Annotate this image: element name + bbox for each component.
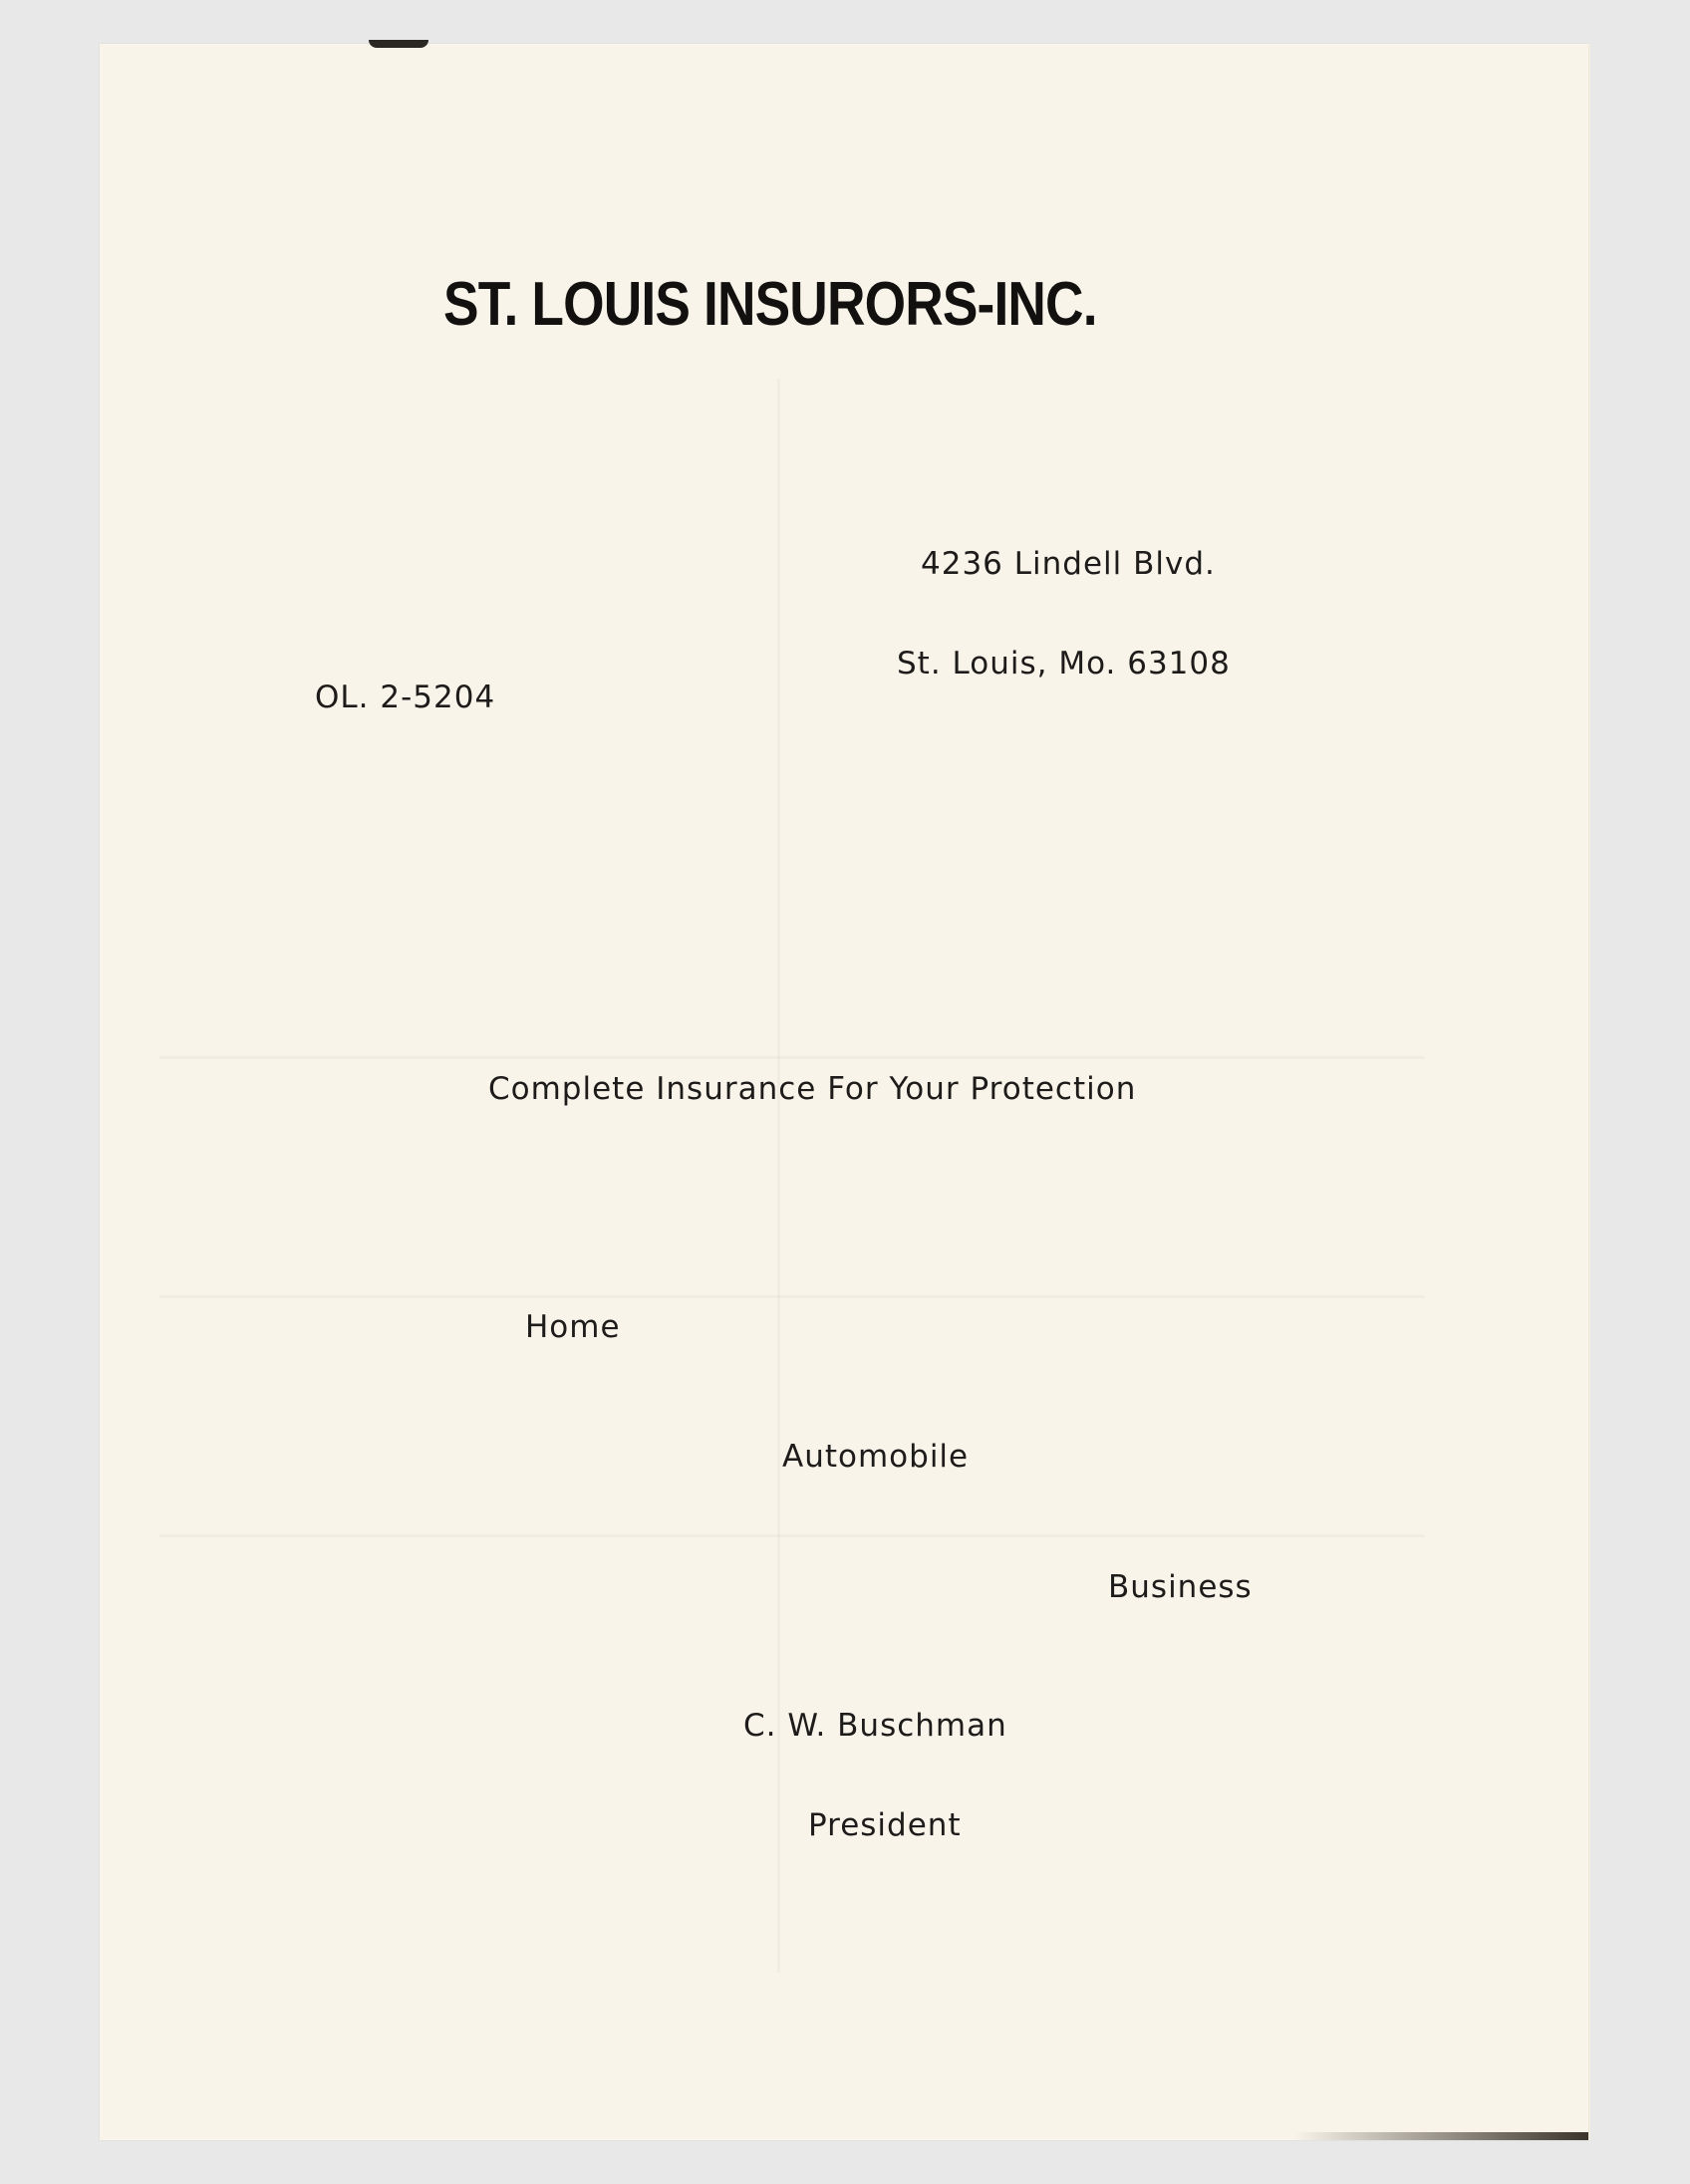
company-name: ST. LOUIS INSURORS-INC. <box>443 270 1097 339</box>
service-home: Home <box>525 1309 621 1345</box>
binding-mark <box>369 40 428 48</box>
tagline: Complete Insurance For Your Protection <box>488 1071 1137 1107</box>
page-shadow <box>1295 2132 1588 2140</box>
phone-number: OL. 2-5204 <box>315 680 496 715</box>
contact-title: President <box>808 1807 962 1843</box>
bleed-through-line <box>159 1056 1425 1059</box>
bleed-through-line <box>159 1295 1425 1298</box>
address-line-1: 4236 Lindell Blvd. <box>921 546 1216 582</box>
bleed-through-line <box>159 1534 1425 1537</box>
service-automobile: Automobile <box>782 1439 970 1475</box>
address-line-2: St. Louis, Mo. 63108 <box>897 646 1231 682</box>
service-business: Business <box>1108 1569 1253 1605</box>
contact-name: C. W. Buschman <box>743 1708 1007 1744</box>
